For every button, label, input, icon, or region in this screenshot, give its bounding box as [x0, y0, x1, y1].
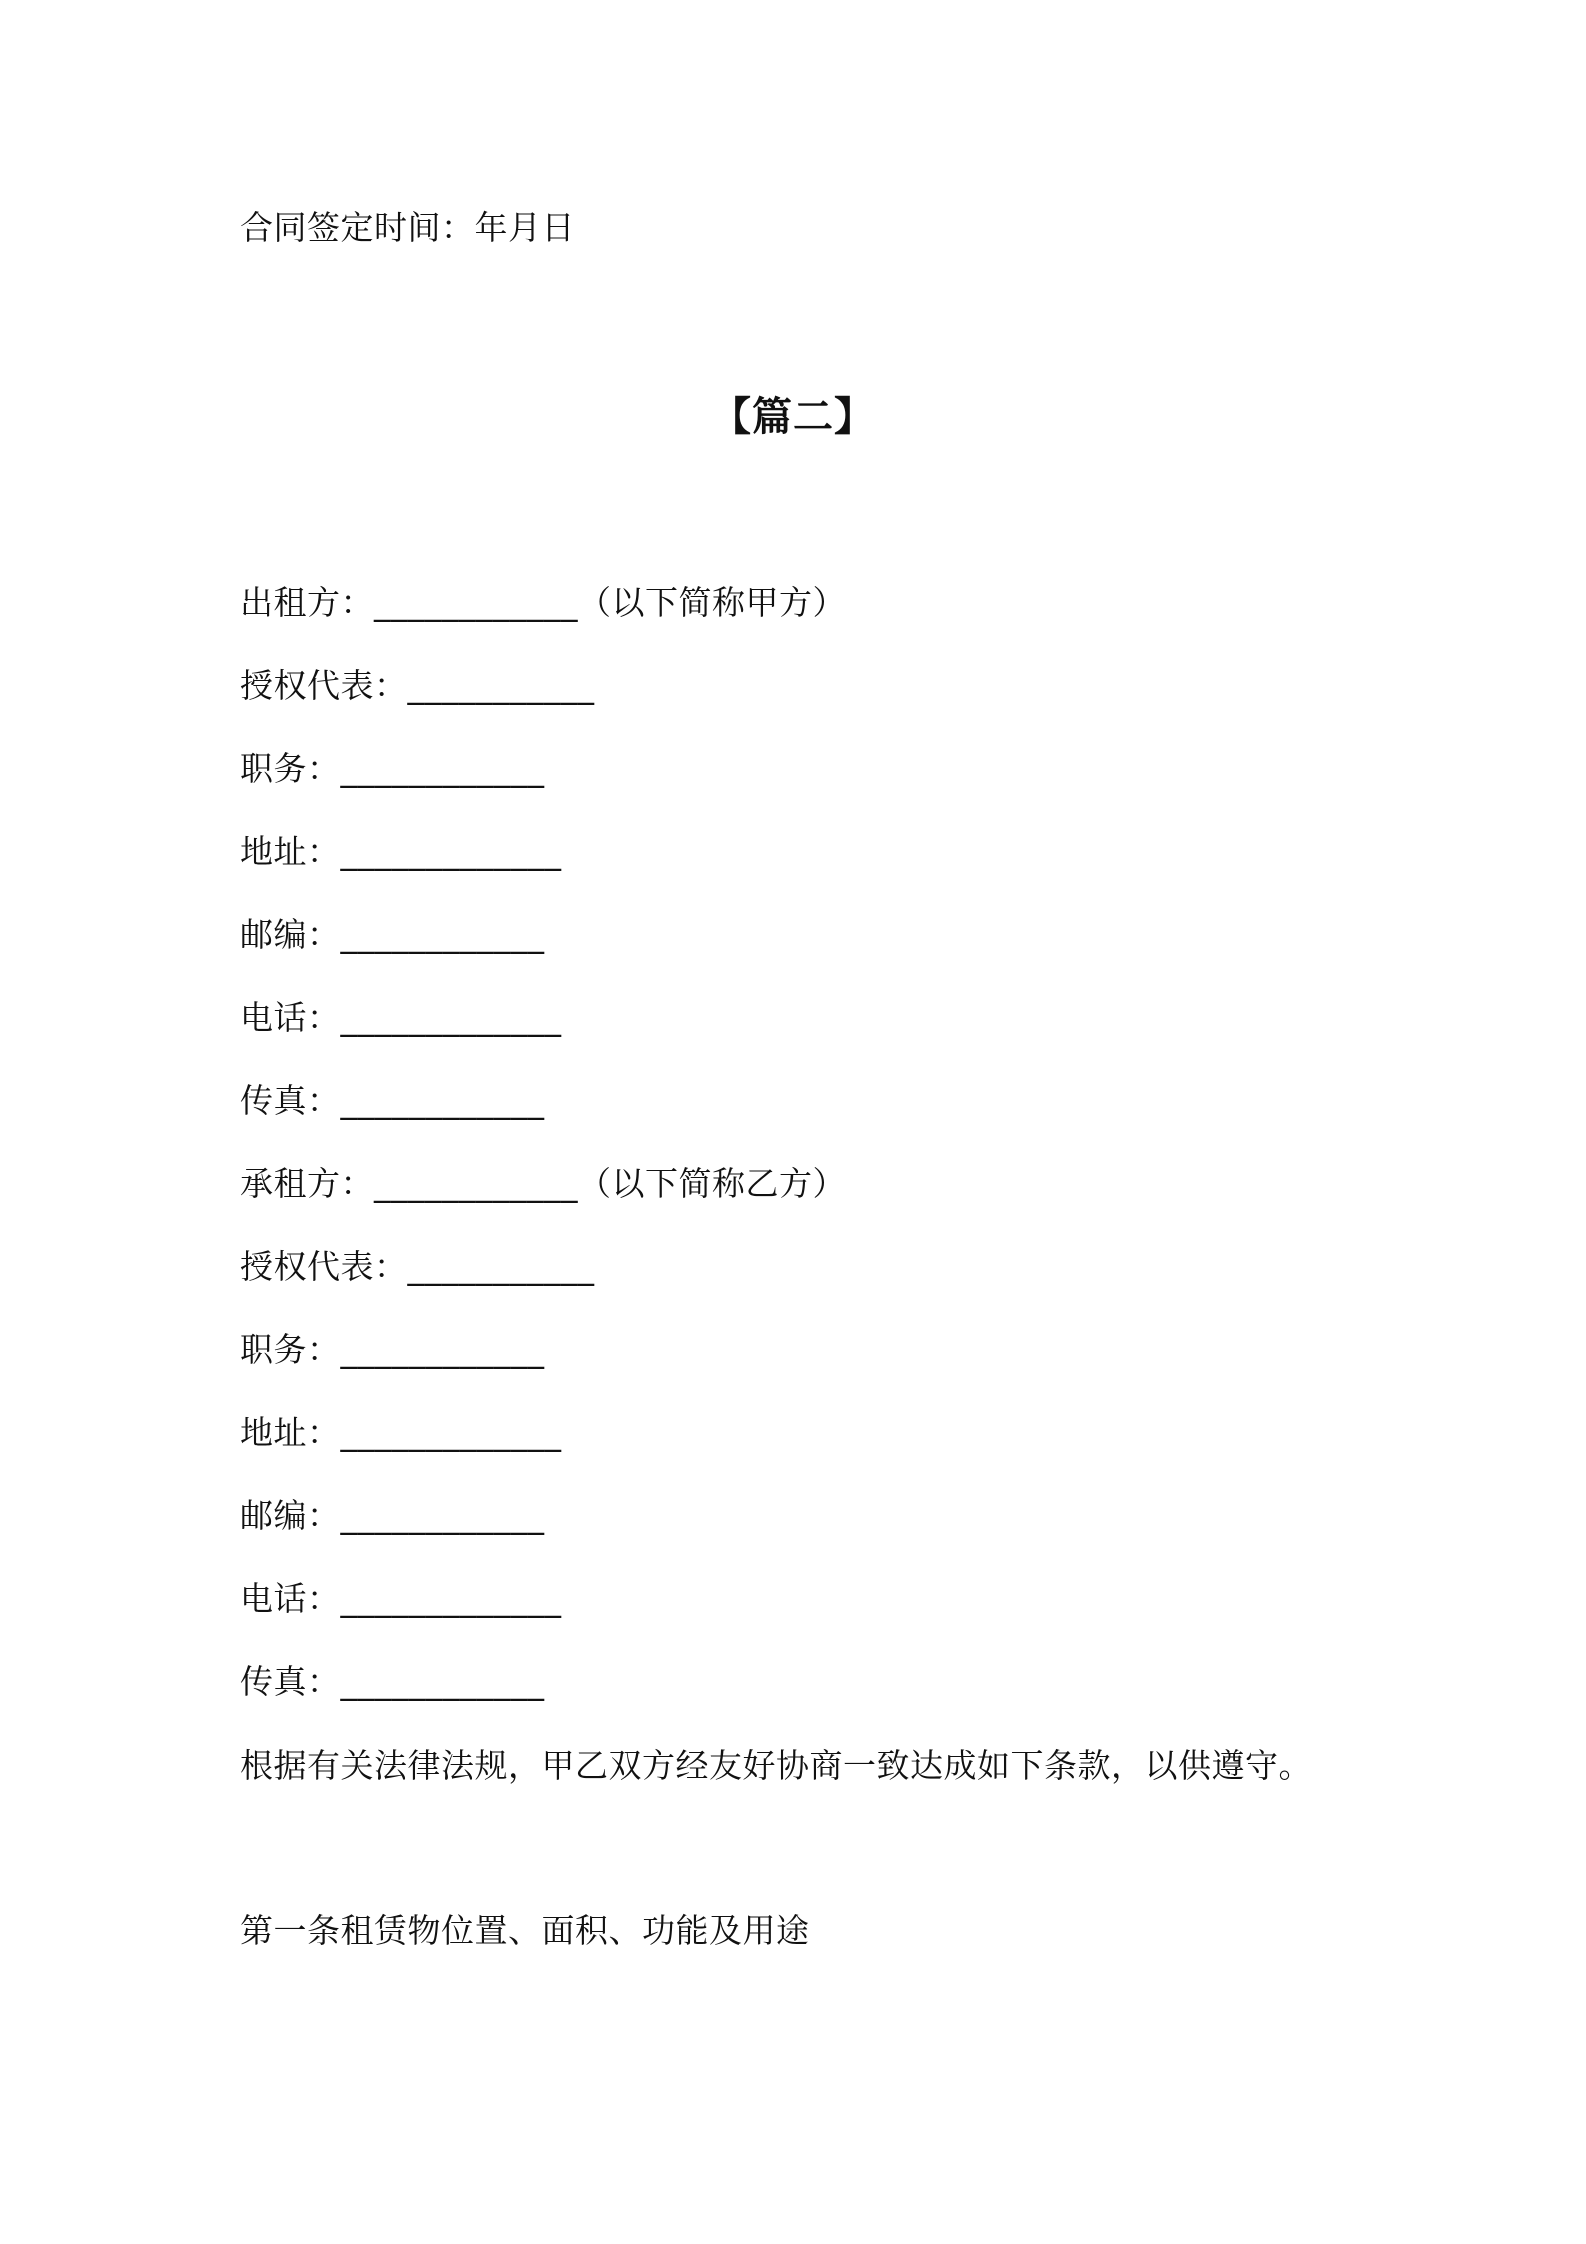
lessor-phone-line: 电话：_____________	[240, 998, 562, 1037]
lessee-title-line: 职务：____________	[240, 1330, 545, 1369]
lessor-rep-line: 授权代表：___________	[240, 666, 595, 705]
lessor-postcode-line: 邮编：____________	[240, 915, 545, 954]
lessor-name-line: 出租方：____________（以下简称甲方）	[240, 583, 846, 622]
lessor-address-line: 地址：_____________	[240, 832, 562, 871]
lessee-name-line: 承租方：____________（以下简称乙方）	[240, 1164, 846, 1203]
lessor-fax-line: 传真：____________	[240, 1081, 545, 1120]
article-1-heading: 第一条租赁物位置、面积、功能及用途	[240, 1911, 810, 1950]
preamble-paragraph: 根据有关法律法规，甲乙双方经友好协商一致达成如下条款，以供遵守。	[240, 1746, 1312, 1785]
lessee-rep-line: 授权代表：___________	[240, 1247, 595, 1286]
lessee-fax-line: 传真：____________	[240, 1662, 545, 1701]
lessor-title-line: 职务：____________	[240, 749, 545, 788]
sign-time-line: 合同签定时间：年月日	[240, 208, 575, 247]
lessee-postcode-line: 邮编：____________	[240, 1496, 545, 1535]
lessee-address-line: 地址：_____________	[240, 1413, 562, 1452]
lessee-phone-line: 电话：_____________	[240, 1579, 562, 1618]
section-title: 【篇二】	[711, 394, 875, 440]
